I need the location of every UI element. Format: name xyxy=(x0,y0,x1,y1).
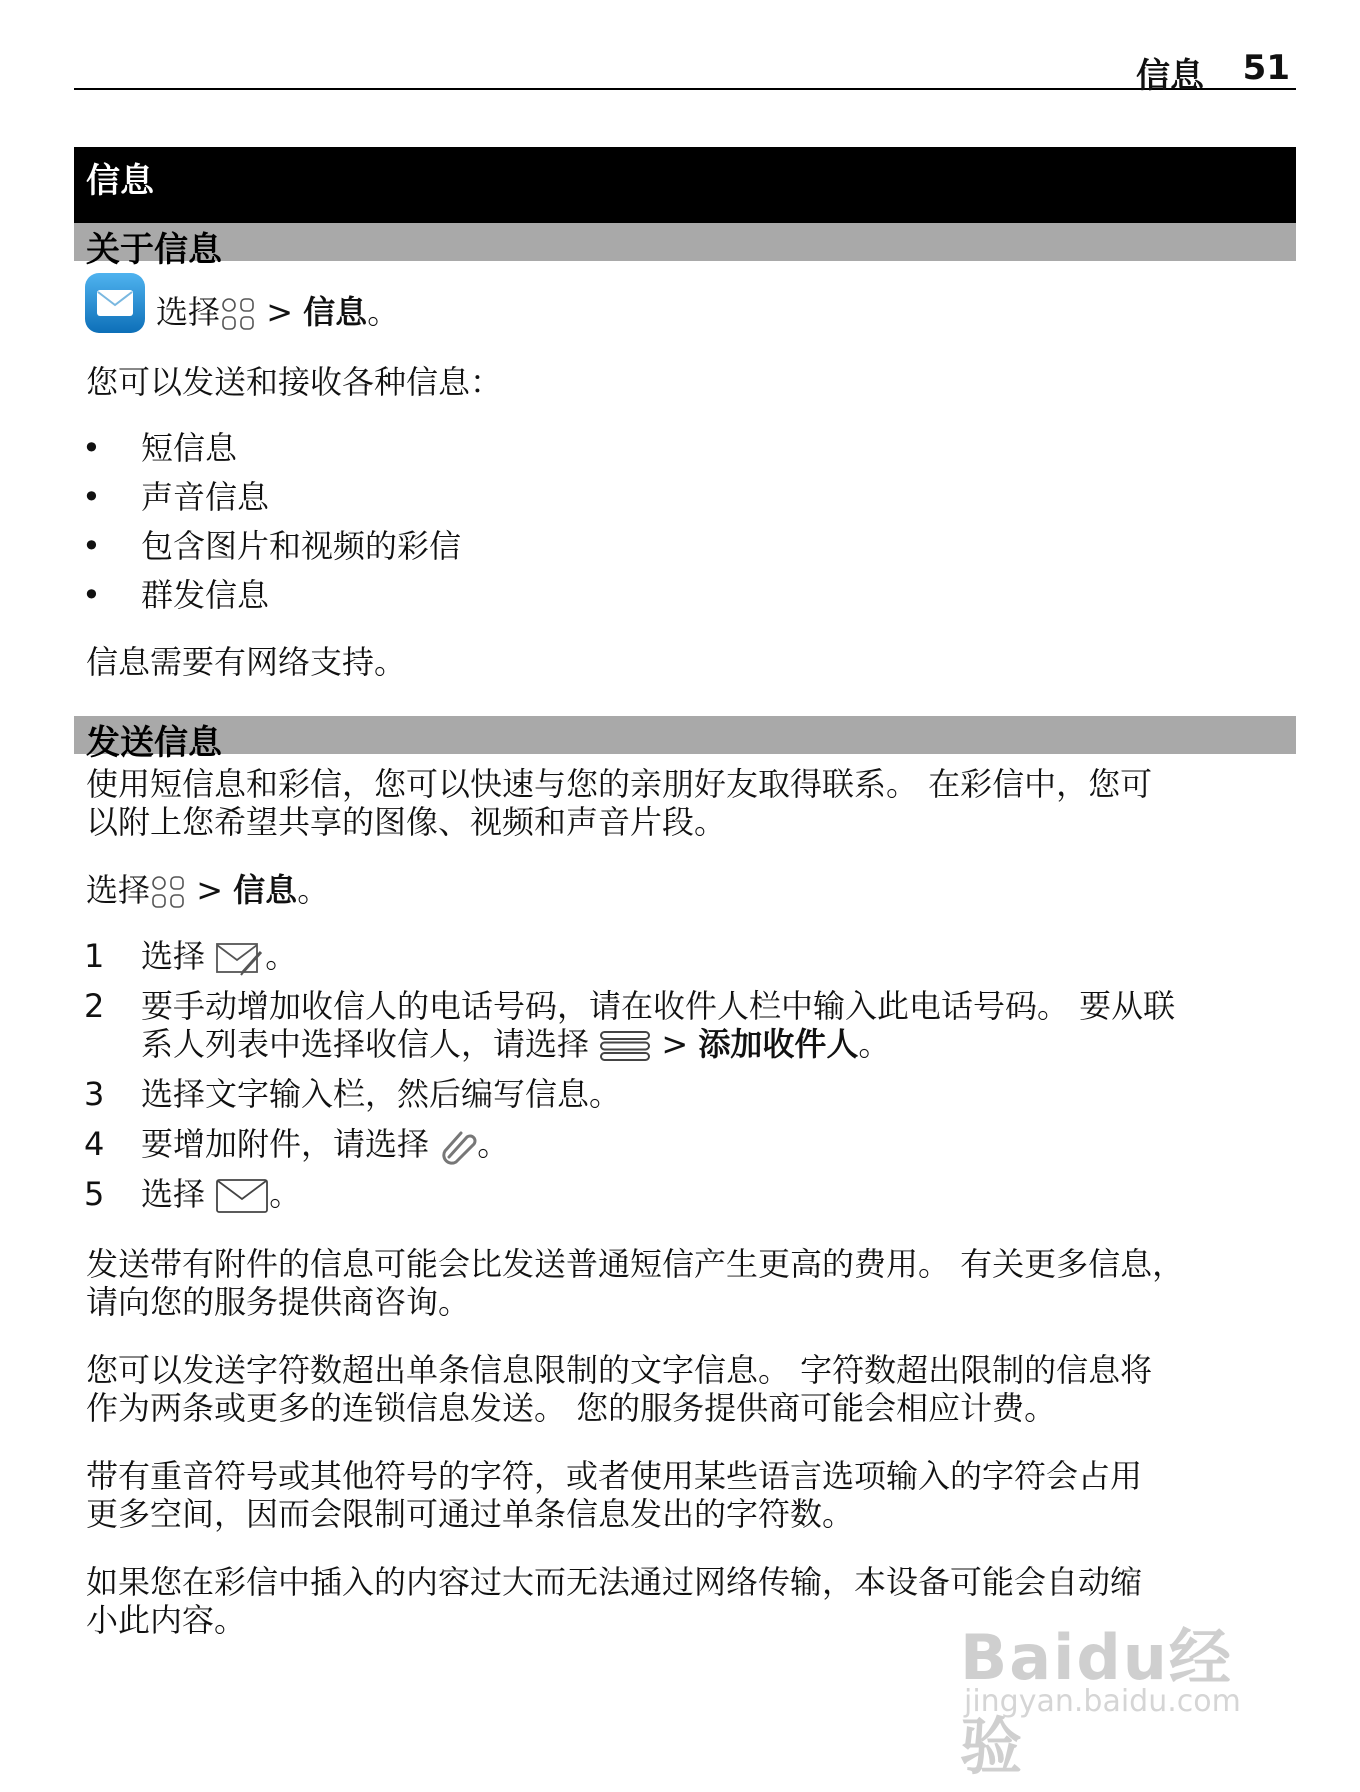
section-send-heading xyxy=(74,716,1296,763)
step-number: 3 xyxy=(84,1075,105,1113)
step-text: 选择 。 xyxy=(141,937,298,975)
watermark-url: jingyan.baidu.com xyxy=(964,1684,1241,1719)
step-text: 要手动增加收信人的电话号码，请在收件人栏中输入此电话号码。 要从联 xyxy=(141,987,1176,1025)
send-intro-line: 使用短信息和彩信，您可以快速与您的亲朋好友取得联系。 在彩信中，您可 xyxy=(86,765,1153,803)
about-intro: 您可以发送和接收各种信息： xyxy=(86,363,503,401)
app-grid-icon xyxy=(150,874,186,910)
paragraph-line: 带有重音符号或其他符号的字符，或者使用某些语言选项输入的字符会占用 xyxy=(86,1457,1143,1495)
section-heading: 关于信息 xyxy=(86,230,222,270)
paragraph-line: 发送带有附件的信息可能会比发送普通短信产生更高的费用。 有关更多信息， xyxy=(86,1245,1185,1283)
chapter-title-bar xyxy=(74,147,1296,223)
chapter-title: 信息 xyxy=(86,161,154,201)
bullet-dot: • xyxy=(82,429,101,467)
header-title: 信息 xyxy=(1136,56,1204,96)
paragraph-line: 您可以发送字符数超出单条信息限制的文字信息。 字符数超出限制的信息将 xyxy=(86,1351,1153,1389)
paragraph-line: 更多空间，因而会限制可通过单条信息发出的字符数。 xyxy=(86,1495,855,1533)
paragraph-line: 小此内容。 xyxy=(86,1601,247,1639)
step-text: 系人列表中选择收信人，请选择 > 添加收件人。 xyxy=(141,1025,891,1063)
bullet-dot: • xyxy=(82,576,101,614)
app-grid-icon xyxy=(220,296,256,332)
paragraph-line: 作为两条或更多的连锁信息发送。 您的服务提供商可能会相应计费。 xyxy=(86,1389,1057,1427)
paragraph-line: 请向您的服务提供商咨询。 xyxy=(86,1283,471,1321)
send-select-line: 选择 > 信息。 xyxy=(86,871,330,909)
section-heading: 发送信息 xyxy=(86,723,222,763)
step-text: 选择 。 xyxy=(141,1175,302,1213)
step-number: 1 xyxy=(84,937,105,975)
section-about-heading xyxy=(74,223,1296,270)
paperclip-icon xyxy=(439,1127,477,1165)
list-item: 短信息 xyxy=(141,429,238,467)
new-message-icon xyxy=(215,940,265,976)
about-select-line: 选择 > 信息。 xyxy=(156,293,400,331)
paragraph-line: 如果您在彩信中插入的内容过大而无法通过网络传输，本设备可能会自动缩 xyxy=(86,1563,1143,1601)
send-envelope-icon xyxy=(215,1177,269,1215)
network-note: 信息需要有网络支持。 xyxy=(86,643,407,681)
step-text: 要增加附件，请选择 。 xyxy=(141,1125,510,1163)
send-intro-line: 以附上您希望共享的图像、视频和声音片段。 xyxy=(86,803,727,841)
step-text: 选择文字输入栏，然后编写信息。 xyxy=(141,1075,622,1113)
page-header xyxy=(74,44,1296,96)
step-number: 2 xyxy=(84,987,105,1025)
list-item: 声音信息 xyxy=(141,478,270,516)
menu-icon xyxy=(599,1029,651,1063)
messaging-app-icon xyxy=(84,272,146,334)
step-number: 5 xyxy=(84,1175,105,1213)
page-number: 51 xyxy=(1242,48,1290,88)
baidu-watermark xyxy=(960,1608,1280,1783)
bullet-dot: • xyxy=(82,527,101,565)
step-number: 4 xyxy=(84,1125,105,1163)
watermark-brand: Baidu经验 xyxy=(960,1621,1233,1783)
list-item: 包含图片和视频的彩信 xyxy=(141,527,462,565)
bullet-dot: • xyxy=(82,478,101,516)
list-item: 群发信息 xyxy=(141,576,270,614)
